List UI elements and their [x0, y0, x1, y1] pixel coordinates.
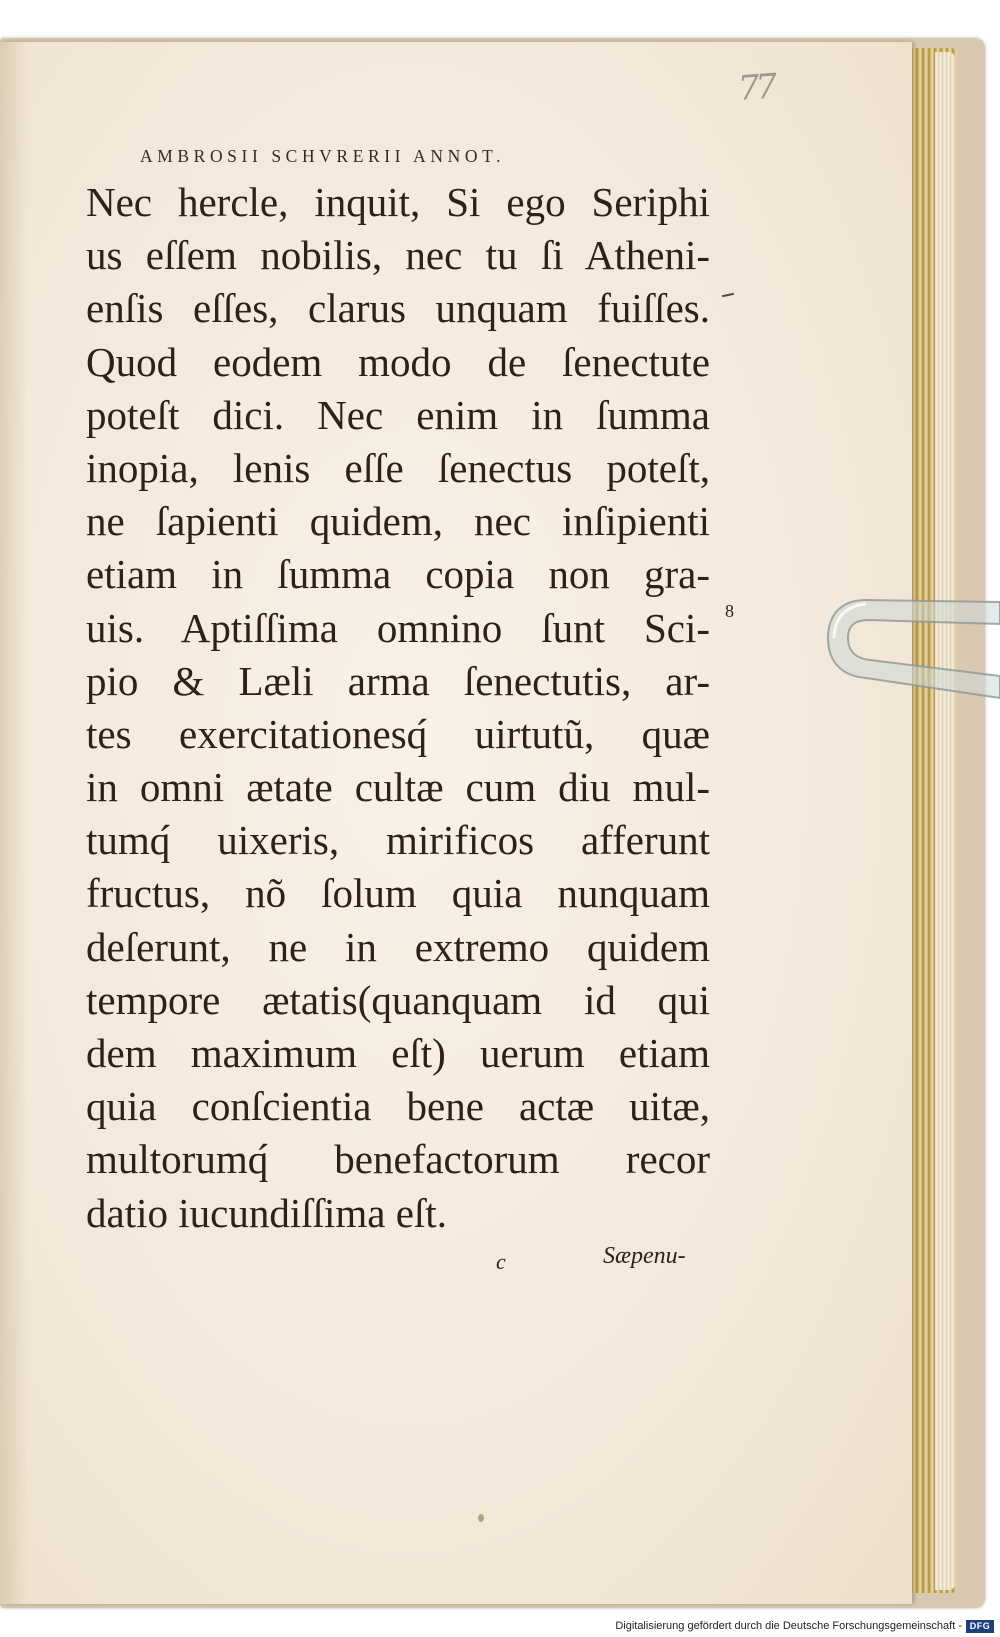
text-line: fructus, nõ ſolum quia nunquam [86, 870, 710, 917]
page-stack-edge [935, 52, 955, 1590]
text-line: inopia, lenis eſſe ſenectus poteſt, [86, 444, 710, 491]
catchword: Sæpenu- [603, 1243, 686, 1269]
text-line: enſis eſſes, clarus unquam fuiſſes. [86, 285, 710, 332]
margin-note: 8 [725, 601, 734, 621]
text-line: tempore ætatis(quanquam id qui [86, 976, 710, 1023]
page-clip-icon [826, 594, 1000, 706]
text-line: dem maximum eſt) uerum etiam [86, 1030, 710, 1076]
text-line: in omni ætate cultæ cum diu mul- [86, 764, 710, 811]
text-line: pio & Læli arma ſenectutis, ar- [86, 657, 710, 704]
text-line: uis. Aptiſſima omnino ſunt Sci- [86, 604, 710, 651]
paper-stain [478, 1514, 484, 1522]
text-line: poteſt dici. Nec enim in ſumma [86, 391, 710, 438]
text-line: Quod eodem modo de ſenectute [86, 338, 710, 385]
text-line: etiam in ſumma copia non gra- [86, 551, 710, 598]
funding-credit: Digitalisierung gefördert durch die Deutsche Forschungsgemeinschaft - [615, 1620, 962, 1632]
gutter-shadow [0, 42, 28, 1604]
text-line: multorumq́ benefactorum recor [86, 1136, 710, 1183]
text-line: us eſſem nobilis, nec tu ſi Atheni- [86, 232, 710, 279]
running-head: AMBROSII SCHVRERII ANNOT. [140, 146, 506, 166]
dfg-logo: DFG [966, 1620, 994, 1633]
text-line: tes exercitationesq́ uirtutũ, quæ [86, 710, 710, 757]
page-clip [826, 594, 1000, 706]
body-text [86, 176, 716, 1240]
footer-bar [0, 1617, 1000, 1637]
text-line: deſerunt, ne in extremo quidem [86, 923, 710, 970]
text-line: ne ſapienti quidem, nec inſipienti [86, 498, 710, 545]
text-line: tumq́ uixeris, mirificos afferunt [86, 817, 710, 864]
text-line-last: datio iucundiſſima eſt. [86, 1189, 447, 1236]
signature-mark: c [496, 1249, 506, 1274]
text-line: Nec hercle, inquit, Si ego Seriphi [86, 179, 710, 225]
folio-number: 77 [736, 66, 775, 110]
text-line: quia conſcientia bene actæ uitæ, [86, 1083, 710, 1130]
